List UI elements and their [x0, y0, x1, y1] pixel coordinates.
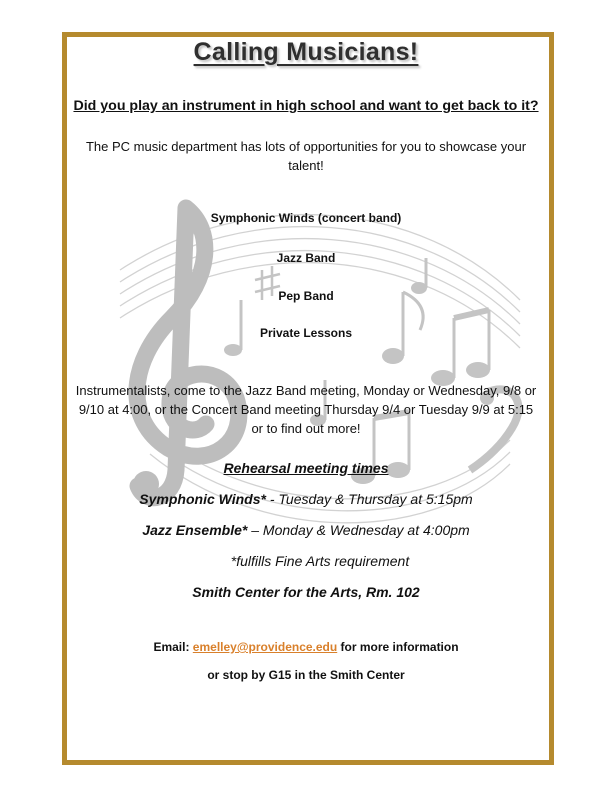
rehearsal-row-symphonic: Symphonic Winds* - Tuesday & Thursday at 5:15pm — [139, 491, 473, 507]
program-private-lessons: Private Lessons — [259, 326, 353, 340]
email-link[interactable]: emelley@providence.edu — [192, 640, 338, 654]
program-pep-band: Pep Band — [278, 289, 334, 303]
location: Smith Center for the Arts, Rm. 102 — [192, 584, 420, 600]
program-jazz-band: Jazz Band — [276, 251, 336, 265]
instrumentalists-text: Instrumentalists, come to the Jazz Band meeting, Monday or Wednesday, 9/8 or 9/10 at 4:00, or the Concert Band meeting Thursday 9/4 or Tuesday 9/9 at 5:15 or to find out more! — [75, 383, 537, 436]
contact-email-line: Email: emelley@providence.edu for more information — [153, 640, 459, 654]
stop-by-text: or stop by G15 in the Smith Center — [207, 668, 405, 682]
rehearsal-heading: Rehearsal meeting times — [223, 460, 389, 476]
program-symphonic-winds: Symphonic Winds (concert band) — [210, 211, 402, 225]
intro-text: The PC music department has lots of opportunities for you to showcase your talent! — [85, 139, 527, 173]
flyer-title: Calling Musicians! — [193, 38, 419, 66]
rehearsal-row-jazz: Jazz Ensemble* – Monday & Wednesday at 4:00pm — [142, 522, 470, 538]
headline: Did you play an instrument in high school and want to get back to it? — [73, 98, 539, 114]
fine-arts-note: *fulfills Fine Arts requirement — [230, 553, 410, 569]
